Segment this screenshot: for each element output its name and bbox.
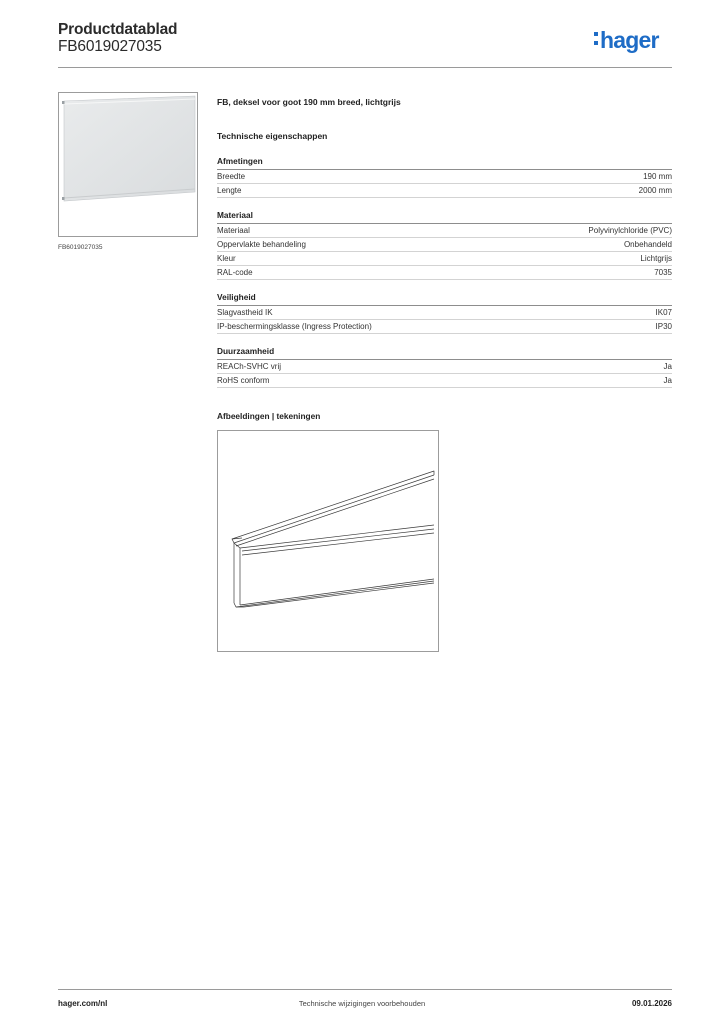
row-value: IP30: [655, 322, 672, 331]
table-row: [217, 238, 672, 252]
table-row: [217, 374, 672, 388]
table-row: [217, 360, 672, 374]
footer-disclaimer: Technische wijzigingen voorbehouden: [298, 999, 426, 1008]
row-value: 2000 mm: [638, 186, 672, 195]
row-label: Lengte: [217, 186, 242, 195]
row-value: Ja: [663, 362, 672, 371]
footer-divider: [58, 989, 672, 990]
header-divider: [58, 67, 672, 68]
table-row: [217, 224, 672, 238]
table-row: [217, 252, 672, 266]
row-label: Breedte: [217, 172, 246, 181]
row-label: Kleur: [217, 254, 236, 263]
section-title: Veiligheid: [217, 292, 256, 302]
section-duurzaamheid: [217, 345, 672, 388]
product-id: FB6019027035: [58, 38, 162, 55]
cover-profile-drawing: [218, 431, 438, 651]
row-value: IK07: [655, 308, 672, 317]
logo-text: hager: [600, 27, 659, 53]
table-row: [217, 306, 672, 320]
table-row: [217, 266, 672, 280]
row-label: Oppervlakte behandeling: [217, 240, 306, 249]
footer-date: 09.01.2026: [631, 999, 672, 1008]
row-value: 7035: [654, 268, 672, 277]
row-label: Slagvastheid IK: [217, 308, 273, 317]
technical-drawing: [217, 430, 439, 652]
row-label: RoHS conform: [217, 376, 270, 385]
section-veiligheid: [217, 291, 672, 334]
row-value: Lichtgrijs: [640, 254, 672, 263]
row-label: REACh-SVHC vrij: [217, 362, 282, 371]
footer-website-link[interactable]: hager.com/nl: [58, 999, 108, 1008]
logo-dots-icon: [594, 32, 599, 50]
row-value: Polyvinylchloride (PVC): [588, 226, 672, 235]
section-afmetingen: [217, 155, 672, 198]
table-row: [217, 170, 672, 184]
section-title: Duurzaamheid: [217, 346, 275, 356]
product-image: [58, 92, 198, 237]
section-title: Afmetingen: [217, 156, 263, 166]
row-value: Onbehandeld: [623, 240, 672, 249]
product-name: FB, deksel voor goot 190 mm breed, lichtgrijs: [217, 97, 401, 107]
section-materiaal: [217, 209, 672, 280]
row-label: RAL-code: [217, 268, 253, 277]
row-value: Ja: [663, 376, 672, 385]
row-value: 190 mm: [643, 172, 672, 181]
table-row: [217, 184, 672, 198]
section-title: Materiaal: [217, 210, 253, 220]
table-row: [217, 320, 672, 334]
hager-logo: [594, 29, 659, 52]
images-drawings-heading: Afbeeldingen | tekeningen: [217, 411, 321, 421]
technical-properties-heading: Technische eigenschappen: [217, 131, 328, 141]
cover-panel-illustration: [59, 93, 197, 236]
document-title: Productdatablad: [58, 21, 178, 38]
product-image-caption: FB6019027035: [58, 244, 103, 251]
row-label: Materiaal: [217, 226, 250, 235]
row-label: IP-beschermingsklasse (Ingress Protection): [217, 322, 372, 331]
